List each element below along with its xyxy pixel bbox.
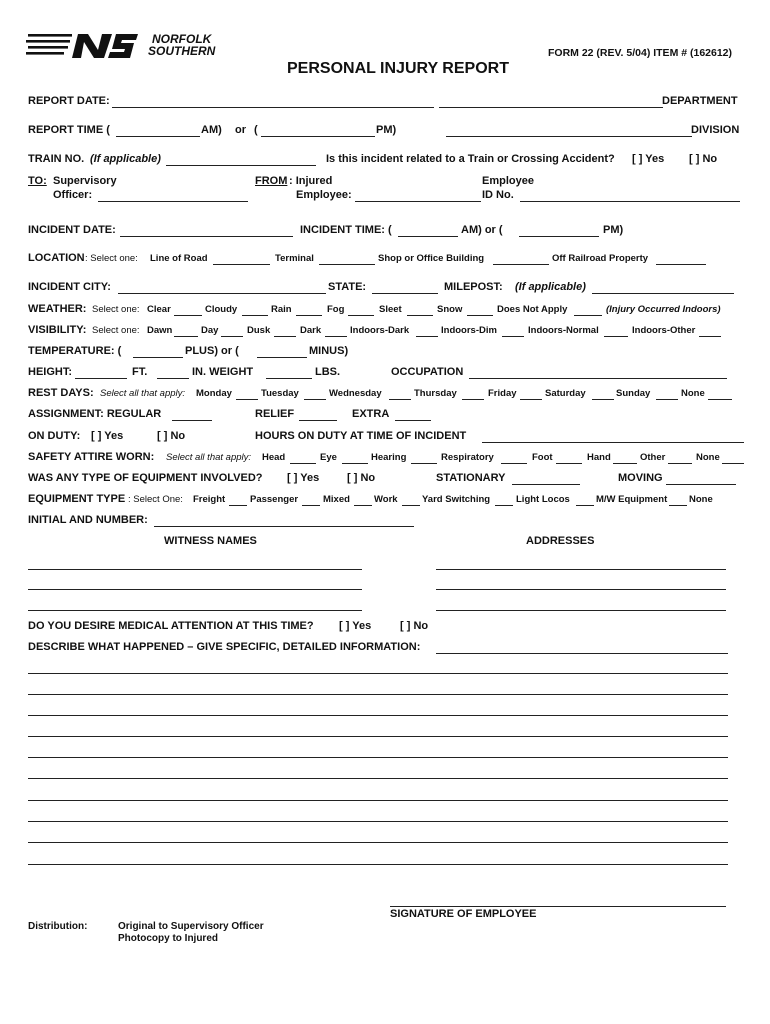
temperature-minus: MINUS) xyxy=(309,345,349,357)
safety-eye: Eye xyxy=(320,452,337,463)
equipment-freight-field[interactable] xyxy=(229,505,247,506)
rest-day-saturday-field[interactable] xyxy=(592,399,614,400)
extra-field[interactable] xyxy=(395,420,431,421)
rest-day-tuesday: Tuesday xyxy=(261,388,299,399)
on-duty-label: ON DUTY: xyxy=(28,430,81,442)
visibility-indoors-dim-field[interactable] xyxy=(502,336,524,337)
height-ft: FT. xyxy=(132,366,148,378)
equipment-light-locos-field[interactable] xyxy=(576,505,594,506)
weather-does-not-apply: Does Not Apply xyxy=(497,304,568,315)
equipment-yes[interactable]: [ ] Yes xyxy=(287,472,320,484)
equipment-yard-switching: Yard Switching xyxy=(422,494,491,505)
stationary-field[interactable] xyxy=(512,484,580,485)
assignment-regular-field[interactable] xyxy=(172,420,212,421)
witness-name-line[interactable] xyxy=(28,589,362,590)
weather-sleet: Sleet xyxy=(379,304,402,315)
svg-text:SOUTHERN: SOUTHERN xyxy=(148,44,216,58)
rest-day-thursday: Thursday xyxy=(414,388,457,399)
incident-city-label: INCIDENT CITY: xyxy=(28,281,111,293)
safety-foot-field[interactable] xyxy=(556,463,582,464)
rest-day-monday: Monday xyxy=(196,388,232,399)
norfolk-southern-logo xyxy=(26,30,236,62)
report-time-am-field[interactable] xyxy=(116,136,200,137)
train-accident-question: Is this incident related to a Train or Crossing Accident? xyxy=(326,153,615,165)
temperature-minus-field[interactable] xyxy=(257,357,307,358)
medical-attention-question: DO YOU DESIRE MEDICAL ATTENTION AT THIS TIME? xyxy=(28,620,314,632)
height-label: HEIGHT: xyxy=(28,366,72,378)
describe-line[interactable] xyxy=(28,821,728,822)
witness-address-line[interactable] xyxy=(436,610,726,611)
safety-hand: Hand xyxy=(587,452,611,463)
weather-snow-field[interactable] xyxy=(467,315,493,316)
occupation-field[interactable] xyxy=(469,378,727,379)
hours-on-duty-label: HOURS ON DUTY AT TIME OF INCIDENT xyxy=(255,430,467,442)
distribution-photocopy: Photocopy to Injured xyxy=(118,933,218,944)
initial-number-label: INITIAL AND NUMBER: xyxy=(28,514,148,526)
lbs-label: LBS. xyxy=(315,366,341,378)
weather-fog-field[interactable] xyxy=(348,315,374,316)
from-label: FROM xyxy=(255,175,288,187)
safety-other: Other xyxy=(640,452,666,463)
weather-rain: Rain xyxy=(271,304,292,315)
safety-head: Head xyxy=(262,452,286,463)
rest-day-tuesday-field[interactable] xyxy=(304,399,326,400)
weather-fog: Fog xyxy=(327,304,345,315)
weather-clear: Clear xyxy=(147,304,171,315)
weather-clear-field[interactable] xyxy=(174,315,202,316)
moving-field[interactable] xyxy=(666,484,736,485)
witness-address-line[interactable] xyxy=(436,569,726,570)
employee-label: Employee xyxy=(482,175,534,187)
equipment-work-field[interactable] xyxy=(402,505,420,506)
rest-day-sunday: Sunday xyxy=(616,388,651,399)
train-no-applicable: (If applicable) xyxy=(90,153,161,165)
report-time-pm-field[interactable] xyxy=(261,136,375,137)
assignment-label: ASSIGNMENT: REGULAR xyxy=(28,408,162,420)
safety-head-field[interactable] xyxy=(290,463,316,464)
injured-employee-field[interactable] xyxy=(355,201,481,202)
report-date-label: REPORT DATE: xyxy=(28,95,110,107)
safety-respiratory-field[interactable] xyxy=(501,463,527,464)
safety-hearing-field[interactable] xyxy=(411,463,437,464)
report-date-field[interactable] xyxy=(112,107,434,108)
rest-day-friday: Friday xyxy=(488,388,517,399)
rest-day-sunday-field[interactable] xyxy=(656,399,678,400)
weather-sleet-field[interactable] xyxy=(407,315,433,316)
stationary-label: STATIONARY xyxy=(436,472,506,484)
visibility-indoors-dark: Indoors-Dark xyxy=(350,325,410,336)
safety-hand-field[interactable] xyxy=(613,463,637,464)
safety-hearing: Hearing xyxy=(371,452,407,463)
describe-line[interactable] xyxy=(28,736,728,737)
equipment-mixed: Mixed xyxy=(323,494,350,505)
equipment-yard-field[interactable] xyxy=(495,505,513,506)
equipment-mixed-field[interactable] xyxy=(354,505,372,506)
rest-day-wednesday-field[interactable] xyxy=(389,399,411,400)
visibility-dusk-field[interactable] xyxy=(274,336,296,337)
svg-text:NORFOLK: NORFOLK xyxy=(152,32,212,46)
height-ft-field[interactable] xyxy=(75,378,127,379)
witness-name-line[interactable] xyxy=(28,569,362,570)
injured-label: : Injured xyxy=(289,175,333,187)
visibility-dark-field[interactable] xyxy=(325,336,347,337)
incident-time-am: AM) or ( xyxy=(461,224,503,236)
location-terminal: Terminal xyxy=(275,253,314,264)
to-label: TO: xyxy=(28,175,47,187)
visibility-label: VISIBILITY: xyxy=(28,324,87,336)
location-line-of-road-field[interactable] xyxy=(213,264,270,265)
medical-yes[interactable]: [ ] Yes xyxy=(339,620,372,632)
witness-name-line[interactable] xyxy=(28,610,362,611)
height-in-field[interactable] xyxy=(157,378,189,379)
witness-names-heading: WITNESS NAMES xyxy=(164,535,257,547)
equipment-type-label: EQUIPMENT TYPE xyxy=(28,493,126,505)
visibility-dawn-field[interactable] xyxy=(174,336,198,337)
on-duty-yes[interactable]: [ ] Yes xyxy=(91,430,124,442)
distribution-label: Distribution: xyxy=(28,921,88,932)
equipment-involved-question: WAS ANY TYPE OF EQUIPMENT INVOLVED? xyxy=(28,472,263,484)
employee-colon-label: Employee: xyxy=(296,189,352,201)
incident-date-label: INCIDENT DATE: xyxy=(28,224,116,236)
location-select-hint: : Select one: xyxy=(85,253,138,264)
visibility-dark: Dark xyxy=(300,325,322,336)
height-in-weight: IN. WEIGHT xyxy=(192,366,254,378)
rest-day-friday-field[interactable] xyxy=(520,399,542,400)
location-off-property: Off Railroad Property xyxy=(552,253,649,264)
rest-day-none-field[interactable] xyxy=(708,399,732,400)
state-field[interactable] xyxy=(372,293,438,294)
division-field[interactable] xyxy=(446,136,692,137)
report-time-label: REPORT TIME ( xyxy=(28,124,110,136)
location-shop-office: Shop or Office Building xyxy=(378,253,485,264)
equipment-select-hint: : Select One: xyxy=(128,494,183,505)
describe-line[interactable] xyxy=(28,757,728,758)
weather-snow: Snow xyxy=(437,304,463,315)
describe-field-first-line[interactable] xyxy=(436,653,728,654)
on-duty-no[interactable]: [ ] No xyxy=(157,430,186,442)
weather-label: WEATHER: xyxy=(28,303,87,315)
visibility-indoors-normal-field[interactable] xyxy=(604,336,628,337)
state-label: STATE: xyxy=(328,281,367,293)
safety-attire-label: SAFETY ATTIRE WORN: xyxy=(28,451,155,463)
safety-other-field[interactable] xyxy=(668,463,692,464)
report-time-paren: ( xyxy=(254,124,258,136)
safety-none-field[interactable] xyxy=(722,463,744,464)
report-time-am: AM) xyxy=(201,124,222,136)
temperature-plus-field[interactable] xyxy=(133,357,183,358)
temperature-plus: PLUS) or ( xyxy=(185,345,239,357)
division-label: DIVISION xyxy=(691,124,740,136)
equipment-mw: M/W Equipment xyxy=(596,494,668,505)
describe-line[interactable] xyxy=(28,778,728,779)
describe-line[interactable] xyxy=(28,864,728,865)
rest-day-wednesday: Wednesday xyxy=(329,388,382,399)
form-id: FORM 22 (REV. 5/04) ITEM # (162612) xyxy=(548,47,733,59)
safety-eye-field[interactable] xyxy=(342,463,368,464)
equipment-passenger: Passenger xyxy=(250,494,299,505)
location-line-of-road: Line of Road xyxy=(150,253,208,264)
location-shop-field[interactable] xyxy=(493,264,549,265)
milepost-label: MILEPOST: xyxy=(444,281,503,293)
weather-cloudy: Cloudy xyxy=(205,304,238,315)
describe-label: DESCRIBE WHAT HAPPENED – GIVE SPECIFIC, DETAILED INFORMATION: xyxy=(28,641,421,653)
initial-number-field[interactable] xyxy=(154,526,414,527)
location-off-property-field[interactable] xyxy=(656,264,706,265)
safety-foot: Foot xyxy=(532,452,553,463)
equipment-mw-field[interactable] xyxy=(669,505,687,506)
location-label: LOCATION xyxy=(28,252,85,264)
train-accident-no[interactable]: [ ] No xyxy=(689,153,718,165)
milepost-field[interactable] xyxy=(592,293,734,294)
weather-dna-field[interactable] xyxy=(574,315,602,316)
hours-on-duty-field[interactable] xyxy=(482,442,744,443)
supervisory-officer-field[interactable] xyxy=(98,201,248,202)
weight-field[interactable] xyxy=(266,378,312,379)
visibility-indoors-normal: Indoors-Normal xyxy=(528,325,599,336)
equipment-freight: Freight xyxy=(193,494,226,505)
temperature-label: TEMPERATURE: ( xyxy=(28,345,122,357)
weather-cloudy-field[interactable] xyxy=(242,315,268,316)
page-title: PERSONAL INJURY REPORT xyxy=(287,60,509,77)
describe-line[interactable] xyxy=(28,800,728,801)
weather-indoors-note: (Injury Occurred Indoors) xyxy=(606,304,721,315)
incident-date-field[interactable] xyxy=(120,236,293,237)
location-terminal-field[interactable] xyxy=(319,264,375,265)
officer-label: Officer: xyxy=(53,189,93,201)
rest-day-none: None xyxy=(681,388,705,399)
incident-time-am-field[interactable] xyxy=(398,236,458,237)
department-label: DEPARTMENT xyxy=(662,95,738,107)
visibility-dawn: Dawn xyxy=(147,325,173,336)
visibility-indoors-dark-field[interactable] xyxy=(416,336,438,337)
extra-label: EXTRA xyxy=(352,408,390,420)
rest-days-select-hint: Select all that apply: xyxy=(100,388,186,399)
incident-time-pm-field[interactable] xyxy=(519,236,599,237)
signature-label: SIGNATURE OF EMPLOYEE xyxy=(390,908,537,920)
report-time-pm: PM) xyxy=(376,124,397,136)
visibility-day-field[interactable] xyxy=(221,336,243,337)
department-field[interactable] xyxy=(439,107,663,108)
train-no-field[interactable] xyxy=(166,165,316,166)
rest-day-saturday: Saturday xyxy=(545,388,586,399)
incident-time-label: INCIDENT TIME: ( xyxy=(300,224,392,236)
addresses-heading: ADDRESSES xyxy=(526,535,595,547)
visibility-indoors-other-field[interactable] xyxy=(699,336,721,337)
safety-select-hint: Select all that apply: xyxy=(166,452,252,463)
equipment-work: Work xyxy=(374,494,398,505)
describe-line[interactable] xyxy=(28,715,728,716)
witness-address-line[interactable] xyxy=(436,589,726,590)
id-no-label: ID No. xyxy=(482,189,514,201)
visibility-select-hint: Select one: xyxy=(92,325,140,336)
safety-respiratory: Respiratory xyxy=(441,452,494,463)
visibility-indoors-other: Indoors-Other xyxy=(632,325,696,336)
distribution-original: Original to Supervisory Officer xyxy=(118,921,264,932)
report-time-or: or xyxy=(235,124,246,136)
incident-city-field[interactable] xyxy=(118,293,326,294)
rest-day-thursday-field[interactable] xyxy=(462,399,484,400)
weather-select-hint: Select one: xyxy=(92,304,140,315)
occupation-label: OCCUPATION xyxy=(391,366,464,378)
weather-rain-field[interactable] xyxy=(296,315,322,316)
supervisory-label: Supervisory xyxy=(53,175,117,187)
employee-id-field[interactable] xyxy=(520,201,740,202)
rest-days-label: REST DAYS: xyxy=(28,387,94,399)
equipment-none: None xyxy=(689,494,713,505)
signature-field[interactable] xyxy=(390,906,726,907)
visibility-indoors-dim: Indoors-Dim xyxy=(441,325,497,336)
relief-label: RELIEF xyxy=(255,408,295,420)
train-no-label: TRAIN NO. xyxy=(28,153,85,165)
medical-no[interactable]: [ ] No xyxy=(400,620,429,632)
equipment-no[interactable]: [ ] No xyxy=(347,472,376,484)
moving-label: MOVING xyxy=(618,472,663,484)
train-accident-yes[interactable]: [ ] Yes xyxy=(632,153,665,165)
milepost-applicable: (If applicable) xyxy=(515,281,586,293)
describe-line[interactable] xyxy=(28,673,728,674)
safety-none: None xyxy=(696,452,720,463)
rest-day-monday-field[interactable] xyxy=(236,399,258,400)
incident-time-pm: PM) xyxy=(603,224,624,236)
relief-field[interactable] xyxy=(299,420,337,421)
visibility-dusk: Dusk xyxy=(247,325,271,336)
equipment-light-locos: Light Locos xyxy=(516,494,570,505)
describe-line[interactable] xyxy=(28,694,728,695)
equipment-passenger-field[interactable] xyxy=(302,505,320,506)
visibility-day: Day xyxy=(201,325,219,336)
describe-line[interactable] xyxy=(28,842,728,843)
